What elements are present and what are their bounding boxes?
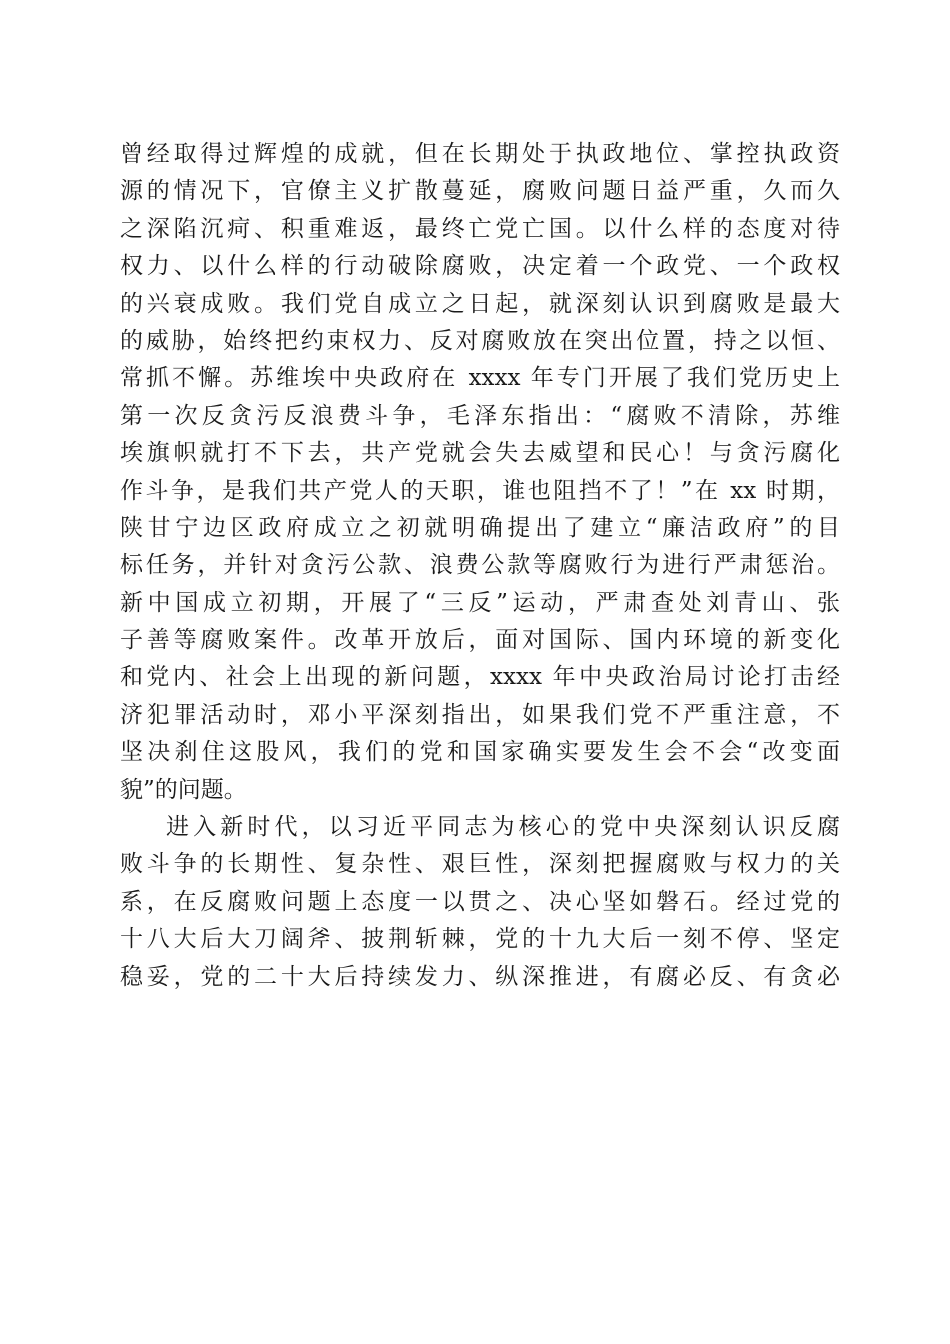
- text-line: 埃旗帜就打不下去，共产党就会失去威望和民心！与贪污腐化: [120, 440, 840, 467]
- text-line: 和党内、社会上出现的新问题，xxxx 年中央政治局讨论打击经: [120, 664, 840, 691]
- text-line: 权力、以什么样的行动破除腐败，决定着一个政党、一个政权: [120, 253, 840, 280]
- text-line: 作斗争，是我们共产党人的天职，谁也阻挡不了！”在 xx 时期，: [120, 477, 840, 504]
- text-line: 十八大后大刀阔斧、披荆斩棘，党的十九大后一刻不停、坚定: [120, 926, 840, 953]
- text-line: 常抓不懈。苏维埃中央政府在 xxxx 年专门开展了我们党历史上: [120, 365, 840, 392]
- text-line: 坚决刹住这股风，我们的党和国家确实要发生会不会“改变面: [120, 739, 840, 766]
- text-line: 标任务，并针对贪污公款、浪费公款等腐败行为进行严肃惩治。: [120, 552, 840, 579]
- text-line: 源的情况下，官僚主义扩散蔓延，腐败问题日益严重，久而久: [120, 178, 840, 205]
- text-line: 子善等腐败案件。改革开放后，面对国际、国内环境的新变化: [120, 627, 840, 654]
- text-line: 的威胁，始终把约束权力、反对腐败放在突出位置，持之以恒、: [120, 327, 840, 354]
- text-line: 陕甘宁边区政府成立之初就明确提出了建立“廉洁政府”的目: [120, 514, 840, 541]
- text-line: 新中国成立初期，开展了“三反”运动，严肃查处刘青山、张: [120, 589, 840, 616]
- text-line: 第一次反贪污反浪费斗争，毛泽东指出：“腐败不清除，苏维: [120, 402, 840, 429]
- document-body: [120, 136, 840, 996]
- text-line: 的兴衰成败。我们党自成立之日起，就深刻认识到腐败是最大: [120, 290, 840, 317]
- paragraph-first-line: 进入新时代，以习近平同志为核心的党中央深刻认识反腐: [166, 814, 840, 841]
- text-line: 稳妥，党的二十大后持续发力、纵深推进，有腐必反、有贪必: [120, 963, 840, 990]
- text-line: 败斗争的长期性、复杂性、艰巨性，深刻把握腐败与权力的关: [120, 851, 840, 878]
- text-line: 济犯罪活动时，邓小平深刻指出，如果我们党不严重注意，不: [120, 701, 840, 728]
- text-line: 曾经取得过辉煌的成就，但在长期处于执政地位、掌控执政资: [120, 141, 840, 167]
- text-line: 貌”的问题。: [120, 776, 247, 803]
- text-line: 系，在反腐败问题上态度一以贯之、决心坚如磐石。经过党的: [120, 888, 840, 915]
- text-line: 之深陷沉疴、积重难返，最终亡党亡国。以什么样的态度对待: [120, 215, 840, 242]
